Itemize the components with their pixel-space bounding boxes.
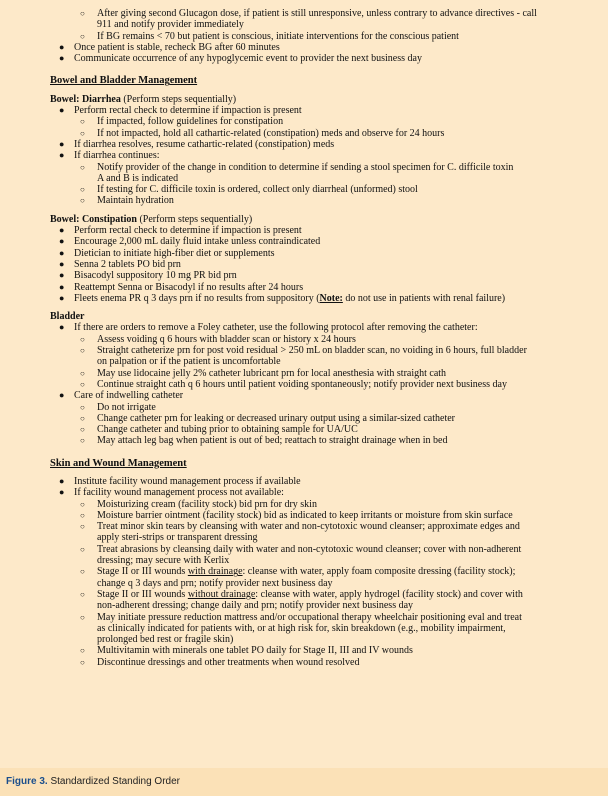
hollow-bullet-icon: ○ xyxy=(80,117,85,127)
list-item-text: May initiate pressure reduction mattress and/or occupational therapy wheelchair positioning eval and treat xyxy=(97,611,522,623)
list-item-text: If not impacted, hold all cathartic-related (constipation) meds and observe for 24 hours xyxy=(97,127,445,139)
list-item xyxy=(50,270,606,281)
hollow-bullet-icon: ○ xyxy=(80,413,85,423)
sub-list-item xyxy=(50,334,606,345)
hollow-bullet-icon: ○ xyxy=(80,196,85,206)
sub-list-item xyxy=(50,345,606,356)
list-item-text-continued: : cleanse with water, apply foam composite dressing (facility stock); xyxy=(242,566,516,578)
sub-list-item xyxy=(50,499,606,510)
bullet-icon: ● xyxy=(59,390,65,401)
underlined-text: with drainage xyxy=(187,566,243,578)
sub-list-item xyxy=(50,612,606,623)
sub-list-item xyxy=(50,578,606,589)
bullet-icon: ● xyxy=(59,487,65,498)
bullet-icon: ● xyxy=(59,225,65,236)
hollow-bullet-icon: ○ xyxy=(80,185,85,195)
bullet-icon: ● xyxy=(59,292,65,303)
subsection-heading xyxy=(50,311,606,322)
hollow-bullet-icon: ○ xyxy=(80,346,85,356)
sub-list-item xyxy=(50,8,606,19)
hollow-bullet-icon: ○ xyxy=(80,567,85,577)
list-item-text: If diarrhea continues: xyxy=(74,150,160,162)
hollow-bullet-icon: ○ xyxy=(80,646,85,656)
hollow-bullet-icon: ○ xyxy=(80,402,85,412)
sub-list-item xyxy=(50,566,606,577)
hollow-bullet-icon: ○ xyxy=(80,612,85,622)
bullet-icon: ● xyxy=(59,322,65,333)
list-item-text: Fleets enema PR q 3 days prn if no results from suppository ( xyxy=(74,292,320,304)
list-item-text: Straight catheterize prn for post void residual > 250 mL on bladder scan, no voiding in 6 hours, full bladder xyxy=(97,345,527,357)
sub-list-item xyxy=(50,31,606,42)
list-item-text: Senna 2 tablets PO bid prn xyxy=(74,258,181,270)
sub-list-item xyxy=(50,116,606,127)
list-item-text: non-adherent dressing; change daily and prn; notify provider next business day xyxy=(97,600,414,612)
sub-list-item xyxy=(50,555,606,566)
hollow-bullet-icon: ○ xyxy=(80,499,85,509)
list-item-text: May attach leg bag when patient is out of bed; reattach to straight drainage when in bed xyxy=(97,435,448,447)
list-item xyxy=(50,139,606,150)
sub-list-item xyxy=(50,128,606,139)
sub-list-item xyxy=(50,645,606,656)
list-item-text: Bisacodyl suppository 10 mg PR bid prn xyxy=(74,270,237,282)
sub-list-item xyxy=(50,634,606,645)
list-item-text: May use lidocaine jelly 2% catheter lubricant prn for local anesthesia with straight cath xyxy=(97,367,447,379)
hollow-bullet-icon: ○ xyxy=(80,425,85,435)
list-item-text: Reattempt Senna or Bisacodyl if no results after 24 hours xyxy=(74,281,304,293)
list-item xyxy=(50,476,606,487)
list-item-text: Stage II or III wounds xyxy=(97,588,188,600)
bullet-icon: ● xyxy=(59,270,65,281)
list-item-text: If BG remains < 70 but patient is conscious, initiate interventions for the conscious patient xyxy=(97,30,459,42)
bullet-icon: ● xyxy=(59,247,65,258)
list-item-text: on palpation or if the patient is uncomfortable xyxy=(97,356,281,368)
hollow-bullet-icon: ○ xyxy=(80,657,85,667)
sub-list-item xyxy=(50,600,606,611)
hollow-bullet-icon: ○ xyxy=(80,544,85,554)
list-item xyxy=(50,236,606,247)
list-item-text: apply steri-strips or transparent dressing xyxy=(97,532,258,544)
hollow-bullet-icon: ○ xyxy=(80,9,85,18)
list-item xyxy=(50,248,606,259)
list-item-text: Change catheter prn for leaking or decreased urinary output using a similar-sized catheter xyxy=(97,412,455,424)
subsection-heading xyxy=(50,94,606,105)
bullet-icon: ● xyxy=(59,258,65,269)
sub-list-item xyxy=(50,19,606,30)
list-item xyxy=(50,105,606,116)
bullet-icon: ● xyxy=(59,138,65,149)
sub-list-item xyxy=(50,623,606,634)
note-label: Note: xyxy=(319,292,343,304)
list-item-text: Notify provider of the change in condition to determine if sending a stool specimen for C. difficile toxin xyxy=(97,161,514,173)
bullet-icon: ● xyxy=(59,53,65,64)
list-item-text: If testing for C. difficile toxin is ordered, collect only diarrheal (unformed) stool xyxy=(97,184,418,196)
sub-list-item xyxy=(50,532,606,543)
list-item-text: prolonged bed rest or fragile skin) xyxy=(97,634,234,646)
subsection-note: (Perform steps sequentially) xyxy=(136,213,253,225)
list-item xyxy=(50,390,606,401)
underlined-text: without drainage xyxy=(187,588,256,600)
list-item-text: Perform rectal check to determine if impaction is present xyxy=(74,225,302,237)
subsection-note: (Perform steps sequentially) xyxy=(120,93,237,105)
hollow-bullet-icon: ○ xyxy=(80,334,85,344)
sub-list-item xyxy=(50,510,606,521)
caption-label: Figure 3. xyxy=(6,776,48,787)
hollow-bullet-icon: ○ xyxy=(80,368,85,378)
section-heading: Skin and Wound Management xyxy=(50,457,187,469)
sub-list-item xyxy=(50,184,606,195)
section-heading: Bowel and Bladder Management xyxy=(50,75,198,87)
subsection-heading xyxy=(50,214,606,225)
list-item xyxy=(50,293,606,304)
list-item-text: Treat minor skin tears by cleansing with water and non-cytotoxic wound cleanser; approximate edges and xyxy=(97,521,520,533)
list-item-text: A and B is indicated xyxy=(97,172,179,184)
list-item-text-continued: : cleanse with water, apply hydrogel (facility stock) and cover with xyxy=(255,588,523,600)
list-item-text: change q 3 days and prn; notify provider next business day xyxy=(97,577,333,589)
subsection-title: Bowel: Constipation xyxy=(50,213,137,225)
sub-list-item xyxy=(50,356,606,367)
hollow-bullet-icon: ○ xyxy=(80,522,85,532)
list-item-text: Care of indwelling catheter xyxy=(74,390,184,402)
bullet-icon: ● xyxy=(59,236,65,247)
list-item-text: Do not irrigate xyxy=(97,401,156,413)
bullet-icon: ● xyxy=(59,150,65,161)
list-item xyxy=(50,42,606,53)
sub-list-item xyxy=(50,402,606,413)
list-item-text: dressing; may secure with Kerlix xyxy=(97,555,230,567)
list-item xyxy=(50,150,606,161)
list-item-text: Encourage 2,000 mL daily fluid intake unless contraindicated xyxy=(74,236,321,248)
subsection-title: Bladder xyxy=(50,311,85,323)
sub-list-item xyxy=(50,162,606,173)
bullet-icon: ● xyxy=(59,105,65,116)
sub-list-item xyxy=(50,424,606,435)
list-item-text: Continue straight cath q 6 hours until patient voiding spontaneously; notify provider next business day xyxy=(97,378,507,390)
list-item-text: as clinically indicated for patients with, or at high risk for, skin breakdown (e.g., mobility impairment, xyxy=(97,622,506,634)
sub-list-item xyxy=(50,657,606,668)
sub-list-item xyxy=(50,379,606,390)
list-item-text: Perform rectal check to determine if impaction is present xyxy=(74,105,302,117)
bullet-icon: ● xyxy=(59,281,65,292)
list-item-text: Multivitamin with minerals one tablet PO daily for Stage II, III and IV wounds xyxy=(97,645,413,657)
list-item-text: Maintain hydration xyxy=(97,195,174,207)
list-item-text: If there are orders to remove a Foley catheter, use the following protocol after removing the catheter: xyxy=(74,322,478,334)
list-item-text: 911 and notify provider immediately xyxy=(97,19,244,31)
list-item xyxy=(50,53,606,64)
list-item-text: After giving second Glucagon dose, if patient is still unresponsive, unless contrary to advance directives - call xyxy=(97,8,537,19)
list-item xyxy=(50,282,606,293)
standing-order-document xyxy=(50,8,606,668)
list-item-text: Once patient is stable, recheck BG after 60 minutes xyxy=(74,41,280,53)
list-item xyxy=(50,322,606,333)
list-item-text: If facility wound management process not available: xyxy=(74,487,284,499)
list-item-text: Communicate occurrence of any hypoglycemic event to provider the next business day xyxy=(74,53,422,65)
sub-list-item xyxy=(50,368,606,379)
sub-list-item xyxy=(50,173,606,184)
list-item-text: Institute facility wound management process if available xyxy=(74,475,301,487)
sub-list-item xyxy=(50,195,606,206)
list-item-text: Assess voiding q 6 hours with bladder scan or history x 24 hours xyxy=(97,333,356,345)
hollow-bullet-icon: ○ xyxy=(80,436,85,446)
document-page xyxy=(22,0,586,764)
caption-text: Standardized Standing Order xyxy=(47,776,180,787)
list-item xyxy=(50,225,606,236)
list-item-text: Dietician to initiate high-fiber diet or supplements xyxy=(74,247,275,259)
hollow-bullet-icon: ○ xyxy=(80,510,85,520)
list-item-text: Treat abrasions by cleansing daily with water and non-cytotoxic wound cleanser; cover with non-adherent xyxy=(97,543,522,555)
figure-caption xyxy=(0,768,608,796)
hollow-bullet-icon: ○ xyxy=(80,31,85,41)
list-item-text: If impacted, follow guidelines for constipation xyxy=(97,116,284,128)
list-item-text: Moisture barrier ointment (facility stock) bid as indicated to keep irritants or moisture from skin surface xyxy=(97,509,513,521)
sub-list-item xyxy=(50,521,606,532)
list-item-text: Discontinue dressings and other treatments when wound resolved xyxy=(97,656,360,668)
sub-list-item xyxy=(50,413,606,424)
bullet-icon: ● xyxy=(59,41,65,52)
list-item-text: Change catheter and tubing prior to obtaining sample for UA/UC xyxy=(97,424,358,436)
list-item-text-continued: do not use in patients with renal failure) xyxy=(342,292,506,304)
sub-list-item xyxy=(50,544,606,555)
sub-list-item xyxy=(50,589,606,600)
list-item xyxy=(50,487,606,498)
list-item-text: Stage II or III wounds xyxy=(97,566,188,578)
sub-list-item xyxy=(50,435,606,446)
hollow-bullet-icon: ○ xyxy=(80,128,85,138)
list-item-text: Moisturizing cream (facility stock) bid prn for dry skin xyxy=(97,498,317,510)
subsection-title: Bowel: Diarrhea xyxy=(50,93,121,105)
bullet-icon: ● xyxy=(59,475,65,486)
hollow-bullet-icon: ○ xyxy=(80,162,85,172)
list-item xyxy=(50,259,606,270)
list-item-text: If diarrhea resolves, resume cathartic-related (constipation) meds xyxy=(74,138,335,150)
hollow-bullet-icon: ○ xyxy=(80,379,85,389)
hollow-bullet-icon: ○ xyxy=(80,589,85,599)
